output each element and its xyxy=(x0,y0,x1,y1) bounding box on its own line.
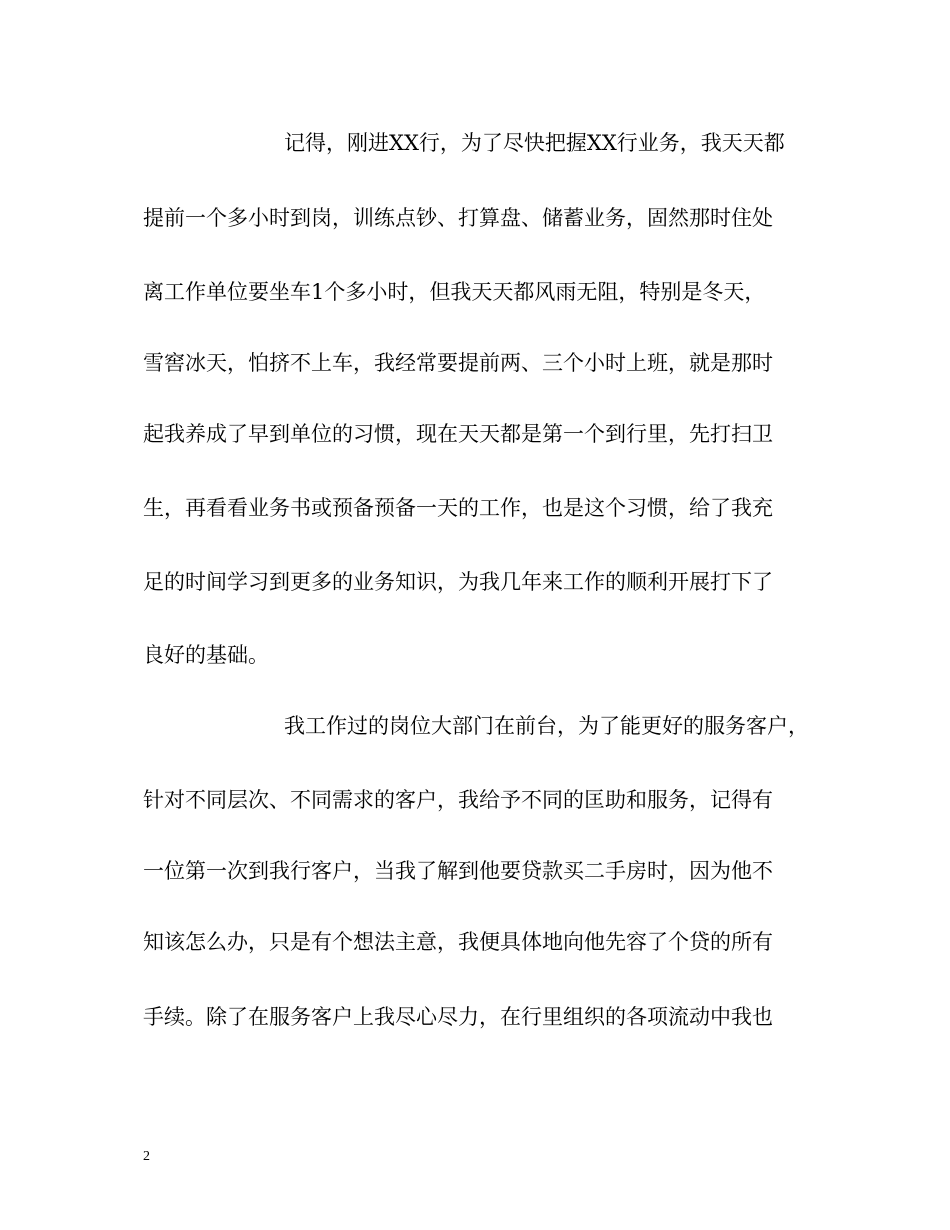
paragraph-1-line-6: 生，再看看业务书或预备预备一天的工作，也是这个习惯，给了我充 xyxy=(143,496,773,520)
paragraph-1-line-2: 提前一个多小时到岗，训练点钞、打算盘、储蓄业务，固然那时住处 xyxy=(143,206,773,230)
paragraph-1-line-3: 离工作单位要坐车1个多小时，但我天天都风雨无阻，特别是冬天， xyxy=(143,280,766,304)
paragraph-1-line-8: 良好的基础。 xyxy=(143,643,269,667)
paragraph-2-line-2: 针对不同层次、不同需求的客户，我给予不同的匡助和服务，记得有 xyxy=(143,788,773,812)
paragraph-2-line-4: 知该怎么办，只是有个想法主意，我便具体地向他先容了个贷的所有 xyxy=(143,930,773,954)
paragraph-2-line-3: 一位第一次到我行客户，当我了解到他要贷款买二手房时，因为他不 xyxy=(143,859,773,883)
page-number: 2 xyxy=(143,1149,150,1164)
paragraph-1-line-7: 足的时间学习到更多的业务知识，为我几年来工作的顺利开展打下了 xyxy=(143,570,773,594)
paragraph-2-line-1: 我工作过的岗位大部门在前台，为了能更好的服务客户， xyxy=(284,714,809,738)
paragraph-1-line-4: 雪窖冰天，怕挤不上车，我经常要提前两、三个小时上班，就是那时 xyxy=(143,351,773,375)
paragraph-1-line-1: 记得，刚进XX行，为了尽快把握XX行业务，我天天都 xyxy=(284,131,785,155)
paragraph-2-line-5: 手续。除了在服务客户上我尽心尽力，在行里组织的各项流动中我也 xyxy=(143,1005,773,1029)
paragraph-1-line-5: 起我养成了早到单位的习惯，现在天天都是第一个到行里，先打扫卫 xyxy=(143,422,773,446)
